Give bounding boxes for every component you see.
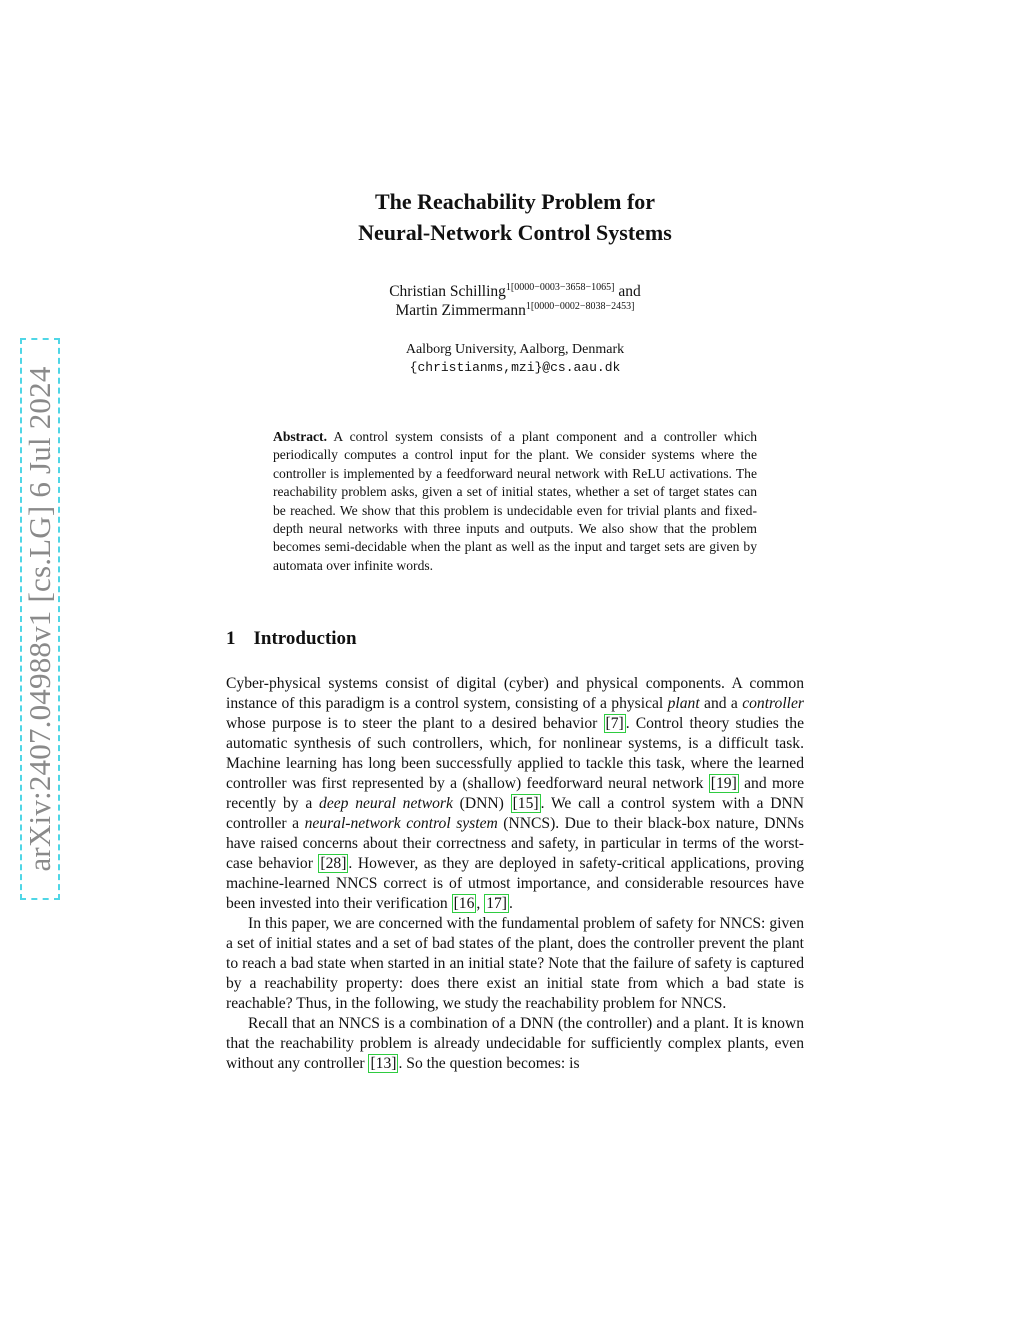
paragraph bbox=[226, 674, 804, 914]
title-line-1: The Reachability Problem for bbox=[374, 189, 656, 214]
abstract-label: Abstract. bbox=[273, 429, 327, 444]
title-line-2: Neural-Network Control Systems bbox=[358, 220, 672, 245]
text-run: . However, as they are deployed in safety-critical applications, proving machine-learned NNCS correct is of utmost importance, and considerable resources have been invested into their verification bbox=[226, 855, 804, 912]
text-run: . Control theory studies the automatic synthesis of such controllers, which, for nonlinear systems, is a difficult task. Machine learning has long been successfully applied to tackle this task, where the learned controller was first represented by a (shallow) feedforward neural network bbox=[226, 715, 804, 792]
text-run: (NNCS). Due to their black-box nature, DNNs have raised concerns about their correctness and safety, in particular in terms of the worst-case behavior bbox=[226, 815, 804, 872]
author-name: Martin Zimmermann bbox=[395, 302, 526, 319]
section-number: 1 bbox=[226, 628, 236, 649]
citation-link[interactable]: [28] bbox=[320, 855, 347, 872]
author-orcid: 1[0000−0003−3658−1065] bbox=[505, 282, 615, 293]
emphasis: plant bbox=[667, 695, 700, 712]
text-run: Cyber-physical systems consist of digital (cyber) and physical components. A common instance of this paradigm is a control system, consisting of a physical bbox=[226, 675, 804, 712]
section-heading bbox=[226, 628, 357, 650]
affiliation: Aalborg University, Aalborg, Denmark bbox=[405, 342, 625, 357]
text-run: (DNN) bbox=[452, 795, 511, 812]
citation-link[interactable]: [19] bbox=[710, 775, 737, 792]
citation-link[interactable]: [13] bbox=[370, 1055, 397, 1072]
citation-link[interactable]: [7] bbox=[605, 715, 624, 732]
emphasis: controller bbox=[742, 695, 804, 712]
text-run: . We call a control system with a DNN controller a bbox=[226, 795, 804, 832]
citation-link[interactable]: [16 bbox=[453, 895, 475, 912]
emphasis: deep neural network bbox=[319, 795, 453, 812]
text-run: In this paper, we are concerned with the fundamental problem of safety for NNCS: given a set of initial states and a set of bad states of the plant, does the controller prevent the plant to reach a bad state when started in an initial state? Note that the failure of safety is captured by a reachability property: does there exist an initial state from which a bad state is reachable? Thus, in the following, we study the reachability problem for NNCS. bbox=[226, 915, 804, 1012]
affiliation-block bbox=[226, 341, 804, 377]
text-run: Recall that an NNCS is a combination of a DNN (the controller) and a plant. It is known that the reachability problem is already undecidable for sufficiently complex plants, even without any controller bbox=[226, 1015, 804, 1072]
arxiv-id: arXiv:2407.04988v1 [cs.LG] 6 Jul 2024 bbox=[22, 366, 57, 872]
text-run: and more recently by a bbox=[226, 775, 804, 812]
citation-link[interactable]: [15] bbox=[512, 795, 539, 812]
citation-link[interactable]: 17] bbox=[486, 895, 507, 912]
emphasis: neural-network control system bbox=[304, 815, 498, 832]
abstract-text: A control system consists of a plant component and a controller which periodically computes a control input for the plant. We consider systems where the controller is implemented by a feedforward neural network with ReLU activations. The reachability problem asks, given a set of initial states, whether a set of target states can be reached. We show that this problem is undecidable even for trivial plants and fixed-depth neural networks with three inputs and outputs. We also show that the problem becomes semi-decidable when the plant as well as the input and target sets are given by automata over infinite words. bbox=[273, 429, 757, 573]
paper-title bbox=[226, 186, 804, 248]
email: {christianms,mzi}@cs.aau.dk bbox=[409, 360, 621, 375]
abstract bbox=[273, 428, 757, 575]
paragraph bbox=[226, 914, 804, 1014]
text-run: whose purpose is to steer the plant to a desired behavior bbox=[226, 715, 604, 732]
author-name: Christian Schilling bbox=[389, 283, 506, 300]
paragraph bbox=[226, 1014, 804, 1074]
arxiv-stamp bbox=[20, 338, 60, 900]
section-title: Introduction bbox=[253, 628, 357, 649]
author-orcid: 1[0000−0002−8038−2453] bbox=[525, 301, 635, 312]
body-text bbox=[226, 674, 804, 1074]
author-list bbox=[226, 282, 804, 320]
text-run: . bbox=[509, 895, 513, 912]
text-run: and a bbox=[699, 695, 743, 712]
text-run: , bbox=[476, 895, 485, 912]
text-run: . So the question becomes: is bbox=[398, 1055, 580, 1072]
author-conjunction: and bbox=[618, 283, 641, 300]
